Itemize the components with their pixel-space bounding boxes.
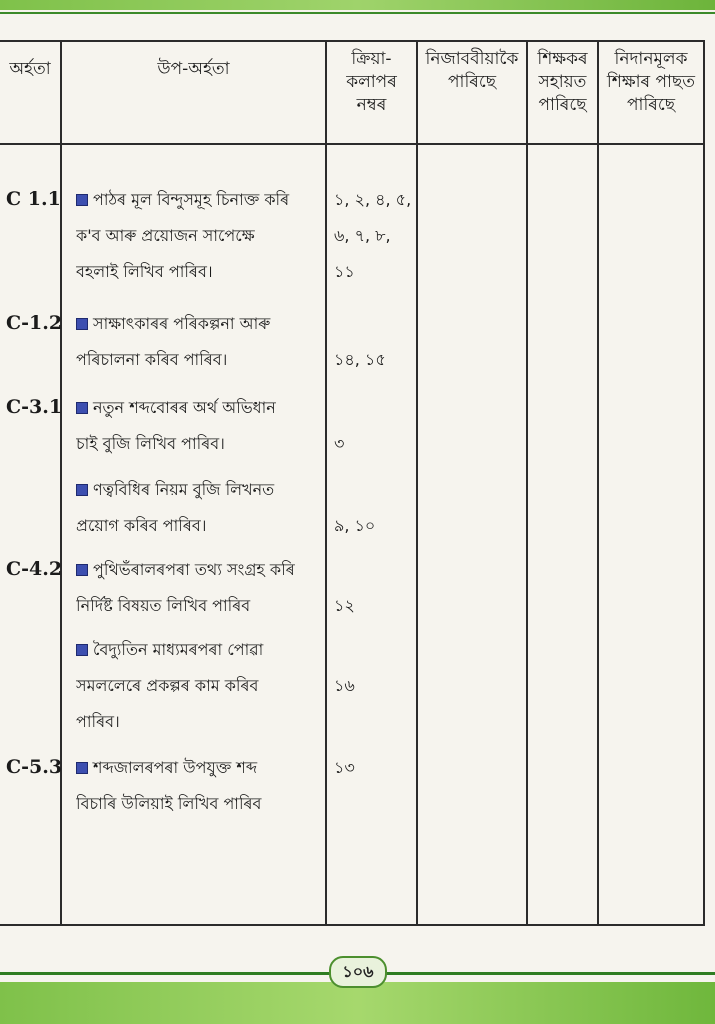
header-competency <box>0 42 60 142</box>
text-line <box>76 306 322 342</box>
activity-number: ১১ <box>334 262 355 281</box>
competency-code: C-4.2 <box>6 558 63 580</box>
header-after-remedial-label <box>607 48 695 117</box>
competency-code: C-5.3 <box>6 756 63 778</box>
header-line: পাৰিছে <box>447 72 497 92</box>
text-line <box>76 750 322 786</box>
header-independent <box>418 42 526 142</box>
sub-competency-text <box>76 552 322 624</box>
column-divider <box>325 42 327 924</box>
square-bullet-icon <box>76 318 88 330</box>
square-bullet-icon <box>76 484 88 496</box>
header-teacher-help <box>528 42 597 142</box>
assessment-table <box>0 40 705 926</box>
top-decorative-band <box>0 0 715 10</box>
sub-competency-text <box>76 750 322 822</box>
text-fragment: বৈদ্যুতিন মাধ্যমৰপৰা পোৱা <box>93 640 264 659</box>
column-divider <box>60 42 62 924</box>
text-line <box>76 632 322 668</box>
activity-number: ১, ২, ৪, ৫, <box>334 190 412 209</box>
sub-competency-text <box>76 632 322 740</box>
text-fragment: সাক্ষাৎকাৰৰ পৰিকল্পনা আৰু <box>93 314 271 333</box>
text-fragment: পাঠৰ মূল বিন্দুসমূহ চিনাক্ত কৰি <box>93 190 290 209</box>
header-after-remedial <box>599 42 703 142</box>
square-bullet-icon <box>76 564 88 576</box>
sub-competency-text <box>76 306 322 378</box>
header-activity-number-label <box>346 48 397 117</box>
page-number: ১০৬ <box>329 956 387 988</box>
text-fragment: শব্দজালৰপৰা উপযুক্ত শব্দ <box>93 758 258 777</box>
text-line: সমললেৰে প্ৰকল্পৰ কাম কৰিব <box>76 676 259 695</box>
activity-number: ১৩ <box>334 758 355 777</box>
text-line: বিচাৰি উলিয়াই লিখিব পাৰিব <box>76 794 262 813</box>
header-line: শিক্ষাৰ পাছত <box>606 72 696 92</box>
header-line: পাৰিছে <box>538 95 587 115</box>
header-line: নিদানমূলক <box>614 49 688 69</box>
activity-number: ১২ <box>334 596 355 615</box>
column-divider <box>526 42 528 924</box>
competency-code: C 1.1 <box>6 188 61 210</box>
bottom-decorative-band <box>0 982 715 1024</box>
header-line: ক্ৰিয়া- <box>351 49 392 69</box>
text-line <box>76 182 322 218</box>
text-fragment: পুথিভঁৰালৰপৰা তথ্য সংগ্ৰহ কৰি <box>93 560 295 579</box>
activity-number: ১৪, ১৫ <box>334 350 386 369</box>
square-bullet-icon <box>76 194 88 206</box>
square-bullet-icon <box>76 762 88 774</box>
header-line: নিজাববীয়াকৈ <box>425 49 519 69</box>
square-bullet-icon <box>76 402 88 414</box>
header-line: কলাপৰ <box>346 72 397 92</box>
header-teacher-help-label <box>537 48 587 117</box>
top-rule <box>0 12 715 14</box>
activity-number: ৬, ৭, ৮, <box>334 226 391 245</box>
header-sub-competency <box>62 42 325 142</box>
competency-code: C-3.1 <box>6 396 63 418</box>
header-competency-label: অৰ্হতা <box>9 59 51 79</box>
text-line: পৰিচালনা কৰিব পাৰিব। <box>76 350 228 369</box>
column-divider <box>416 42 418 924</box>
text-line: ক'ব আৰু প্ৰয়োজন সাপেক্ষে <box>76 226 255 245</box>
header-divider <box>0 143 703 145</box>
sub-competency-text <box>76 182 322 290</box>
text-line: চাই বুজি লিখিব পাৰিব। <box>76 434 225 453</box>
activity-number: ৯, ১০ <box>334 516 376 535</box>
text-line <box>76 390 322 426</box>
text-fragment: নতুন শব্দবোৰৰ অৰ্থ অভিধান <box>93 398 276 417</box>
header-activity-number <box>327 42 416 142</box>
square-bullet-icon <box>76 644 88 656</box>
text-line: নিৰ্দিষ্ট বিষয়ত লিখিব পাৰিব <box>76 596 251 615</box>
competency-code: C-1.2 <box>6 312 63 334</box>
header-independent-label <box>426 48 519 94</box>
activity-number: ১৬ <box>334 676 355 695</box>
sub-competency-text <box>76 390 322 462</box>
text-line: বহলাই লিখিব পাৰিব। <box>76 262 213 281</box>
text-line: প্ৰয়োগ কৰিব পাৰিব। <box>76 516 207 535</box>
sub-competency-text <box>76 472 322 544</box>
text-line: পাৰিব। <box>76 712 120 731</box>
header-sub-competency-label: উপ-অৰ্হতা <box>157 59 230 79</box>
header-line: পাৰিছে <box>626 95 676 115</box>
text-line <box>76 472 322 508</box>
header-line: সহায়ত <box>538 72 587 92</box>
header-line: শিক্ষকৰ <box>537 49 588 69</box>
text-fragment: ণত্ববিধিৰ নিয়ম বুজি লিখনত <box>93 480 275 499</box>
text-line <box>76 552 322 588</box>
activity-number: ৩ <box>334 434 345 453</box>
column-divider <box>597 42 599 924</box>
header-line: নম্বৰ <box>356 95 387 115</box>
